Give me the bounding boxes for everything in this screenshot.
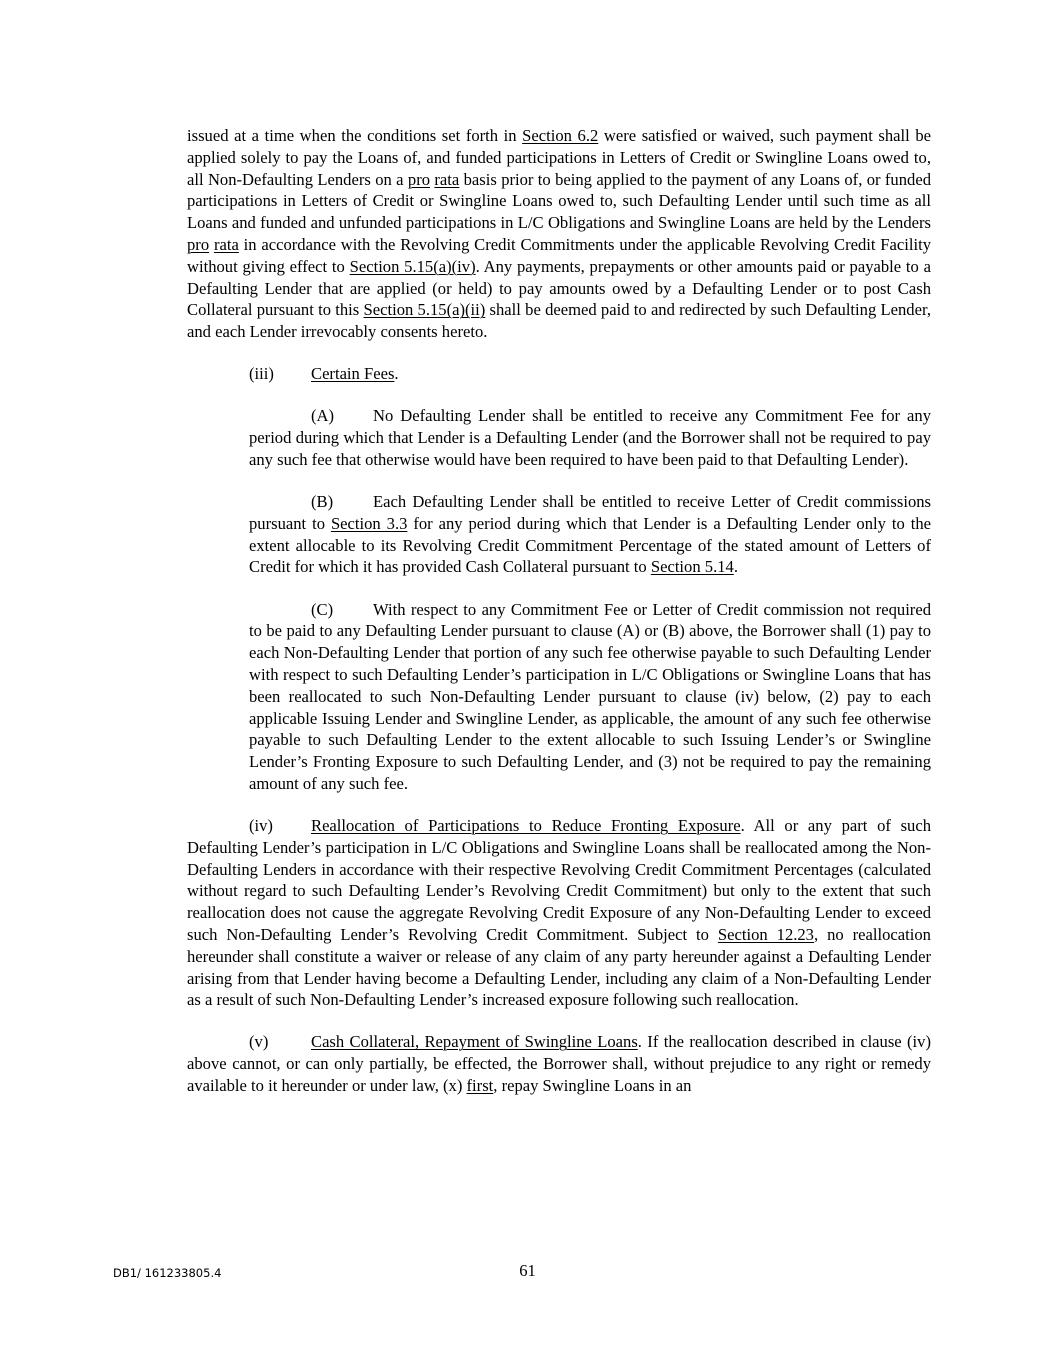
paragraph-continuation <box>187 125 931 343</box>
text-run: . All or any part of such Defaulting Lender’s participation in L/C Obligations and Swingline Loans shall be reallocated among the Non-Defaulting Lenders in accordance with their respective Revolving Credit Commitment Percentages (calculated without regard to such Defaulting Lender’s Revolving Credit Commitment) but only to the extent that such reallocation does not cause the aggregate Revolving Credit Exposure of any Non-Defaulting Lender to exceed such Non-Defaulting Lender’s Revolving Credit Commitment. Subject to <box>187 816 931 944</box>
subclause-b <box>187 491 931 578</box>
clause-heading: Certain Fees <box>311 364 395 384</box>
subclause-label: (A) <box>311 406 335 426</box>
section-reference: Section 5.15(a)(iv) <box>349 256 476 276</box>
clause-label: (iv) <box>249 816 273 835</box>
section-reference: Section 5.14 <box>650 557 734 577</box>
text-run: . <box>733 557 738 577</box>
text-run: Each Defaulting Lender shall be entitled to receive Letter of Credit commissions pursuant to <box>249 492 931 533</box>
latin-term: rata <box>213 234 239 254</box>
text-run: issued at a time when the conditions set forth in <box>187 126 523 145</box>
subclause-label: (C) <box>311 599 334 619</box>
clause-label: (iii) <box>249 364 274 384</box>
section-reference: Section 6.2 <box>522 126 599 145</box>
section-reference: Section 3.3 <box>330 513 408 533</box>
text-run: shall be deemed paid to and redirected by such Defaulting Lender, and each Lender irrevocably consents hereto. <box>187 300 931 342</box>
latin-term: pro <box>407 169 431 189</box>
clause-iv <box>187 815 931 1011</box>
text-run: . Any payments, prepayments or other amounts paid or payable to a Defaulting Lender that are applied (or held) to pay amounts owed by a Defaulting Lender or to post Cash Collateral pursuant to this <box>187 256 931 320</box>
clause-heading: Reallocation of Participations to Reduce Fronting Exposure <box>311 816 741 835</box>
document-body <box>187 125 931 1097</box>
subclause-c <box>187 599 931 795</box>
clause-v <box>187 1031 931 1096</box>
clause-label: (v) <box>249 1032 269 1052</box>
text-run: for any period during which that Lender is a Defaulting Lender only to the extent allocable to its Revolving Credit Commitment Percentage of the stated amount of Letters of Credit for which it has provided Cash Collateral pursuant to <box>249 513 931 577</box>
text-run: . <box>394 364 399 384</box>
clause-iii-heading <box>187 363 931 385</box>
text-run: , repay Swingline Loans in an <box>493 1076 692 1096</box>
latin-term: rata <box>434 169 460 189</box>
clause-heading: Cash Collateral, Repayment of Swingline Loans <box>311 1032 638 1052</box>
text-run: basis prior to being applied to the payment of any Loans of, or funded participations in Letters of Credit or Swingline Loans owed to, such Defaulting Lender until such time as all Loans and funded and unfunded participations in L/C Obligations and Swingline Loans are held by the Lenders <box>187 169 931 233</box>
text-run: , no reallocation hereunder shall constitute a waiver or release of any claim of any party hereunder against a Defaulting Lender arising from that Lender having become a Defaulting Lender, including any claim of a Non-Defaulting Lender as a result of such Non-Defaulting Lender’s increased exposure following such reallocation. <box>187 924 931 1010</box>
text-run: . If the reallocation described in clause (iv) above cannot, or can only partially, be effected, the Borrower shall, without prejudice to any right or remedy available to it hereunder or under law, (x) <box>187 1032 931 1096</box>
section-reference: Section 12.23 <box>717 924 814 944</box>
subclause-text: With respect to any Commitment Fee or Letter of Credit commission not required to be paid to any Defaulting Lender pursuant to clause (A) or (B) above, the Borrower shall (1) pay to each Non-Defaulting Lender that portion of any such fee otherwise payable to such Defaulting Lender with respect to such Defaulting Lender’s participation in L/C Obligations or Swingline Loans that has been reallocated to such Non-Defaulting Lender pursuant to clause (iv) below, (2) pay to each applicable Issuing Lender and Swingline Lender, as applicable, the amount of any such fee otherwise payable to such Defaulting Lender to the extent allocable to such Issuing Lender’s or Swingline Lender’s Fronting Exposure to such Defaulting Lender, and (3) not be required to pay the remaining amount of any such fee. <box>249 599 931 793</box>
emphasis-term: first <box>466 1076 494 1096</box>
text-run: were satisfied or waived, such payment shall be applied solely to pay the Loans of, and funded participations in Letters of Credit or Swingline Loans owed to, all Non-Defaulting Lenders on a <box>187 126 931 189</box>
subclause-a <box>187 405 931 470</box>
subclause-label: (B) <box>311 492 334 512</box>
subclause-text: No Defaulting Lender shall be entitled to receive any Commitment Fee for any period during which that Lender is a Defaulting Lender (and the Borrower shall not be required to pay any such fee that otherwise would have been required to have been paid to that Defaulting Lender). <box>249 406 931 469</box>
text-run: in accordance with the Revolving Credit Commitments under the applicable Revolving Credit Facility without giving effect to <box>187 234 931 276</box>
latin-term: pro <box>187 234 210 254</box>
page-number: 61 <box>519 1261 536 1280</box>
document-id: DB1/ 161233805.4 <box>113 1266 222 1280</box>
section-reference: Section 5.15(a)(ii) <box>363 300 486 320</box>
